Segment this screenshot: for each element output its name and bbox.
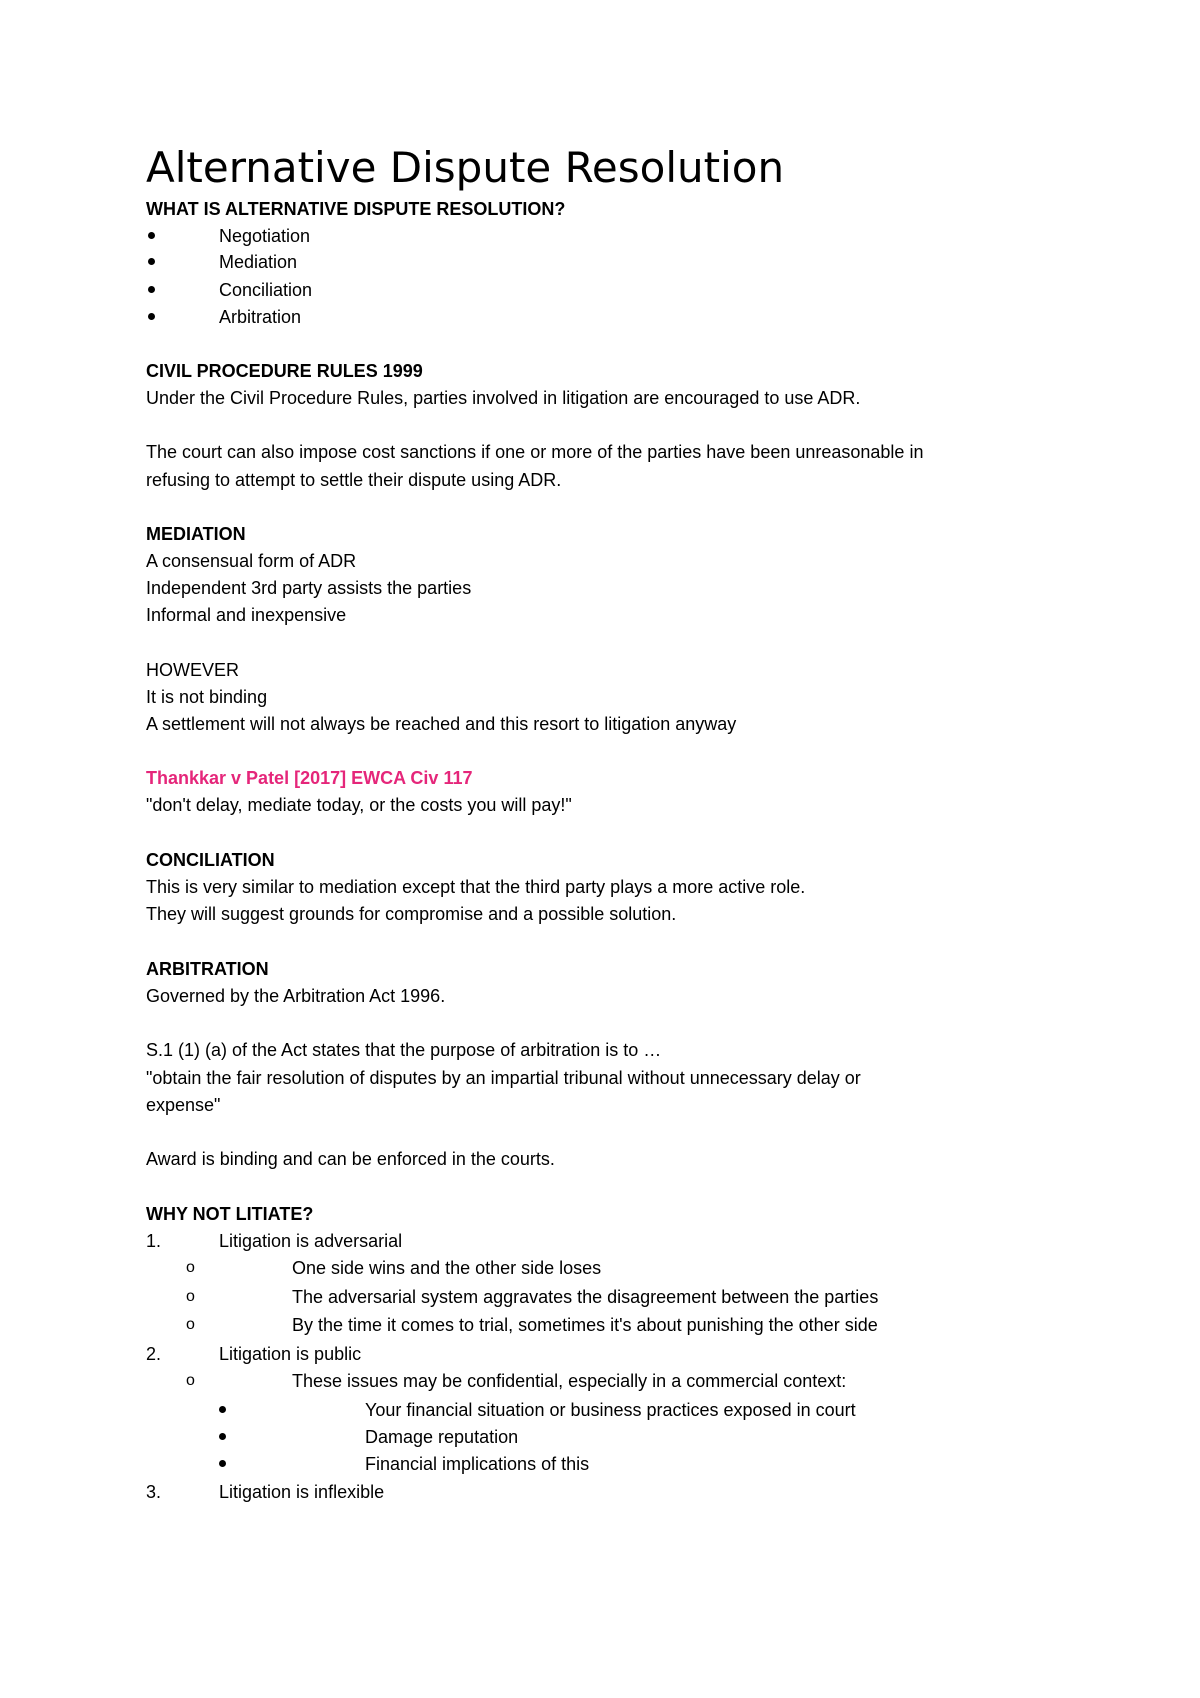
- paragraph: It is not binding: [146, 687, 268, 707]
- list-item: Litigation is public: [219, 1344, 362, 1364]
- sub-list-item: By the time it comes to trial, sometimes it's about punishing the other side: [292, 1315, 878, 1335]
- bullet-marker: [219, 1433, 226, 1440]
- list-item-arbitration: Arbitration: [219, 307, 302, 327]
- sub-list-item: These issues may be confidential, especially in a commercial context:: [292, 1371, 847, 1391]
- list-number: 2.: [146, 1344, 162, 1364]
- section-heading-what-is-adr: WHAT IS ALTERNATIVE DISPUTE RESOLUTION?: [146, 199, 566, 219]
- bullet-marker: [219, 1406, 226, 1413]
- sub-list-marker: o: [186, 1288, 195, 1305]
- case-quote: "don't delay, mediate today, or the costs you will pay!": [146, 795, 572, 815]
- section-heading-conciliation: CONCILIATION: [146, 850, 275, 870]
- paragraph: "obtain the fair resolution of disputes by an impartial tribunal without unnecessary delay or: [146, 1068, 861, 1088]
- subheading-however: HOWEVER: [146, 660, 240, 680]
- list-item: Litigation is inflexible: [219, 1482, 385, 1502]
- section-heading-arbitration: ARBITRATION: [146, 959, 269, 979]
- list-item-conciliation: Conciliation: [219, 280, 313, 300]
- page-title: Alternative Dispute Resolution: [146, 143, 785, 192]
- sub-list-item: The adversarial system aggravates the disagreement between the parties: [292, 1287, 879, 1307]
- paragraph: Independent 3rd party assists the parties: [146, 578, 472, 598]
- sub-sub-list-item: Financial implications of this: [365, 1454, 590, 1474]
- section-heading-cpr: CIVIL PROCEDURE RULES 1999: [146, 361, 423, 381]
- list-item-mediation: Mediation: [219, 252, 298, 272]
- bullet-marker: [148, 313, 155, 320]
- sub-list-item: One side wins and the other side loses: [292, 1258, 602, 1278]
- sub-list-marker: o: [186, 1316, 195, 1333]
- paragraph: Under the Civil Procedure Rules, parties involved in litigation are encouraged to use ADR.: [146, 388, 861, 408]
- paragraph: A consensual form of ADR: [146, 551, 357, 571]
- paragraph: Informal and inexpensive: [146, 605, 347, 625]
- case-citation: Thankkar v Patel [2017] EWCA Civ 117: [146, 768, 473, 788]
- paragraph: A settlement will not always be reached and this resort to litigation anyway: [146, 714, 737, 734]
- sub-list-marker: o: [186, 1372, 195, 1389]
- bullet-marker: [148, 258, 155, 265]
- paragraph: Award is binding and can be enforced in the courts.: [146, 1149, 555, 1169]
- list-number: 3.: [146, 1482, 162, 1502]
- paragraph: expense": [146, 1095, 221, 1115]
- sub-sub-list-item: Your financial situation or business practices exposed in court: [365, 1400, 856, 1420]
- bullet-marker: [148, 286, 155, 293]
- sub-sub-list-item: Damage reputation: [365, 1427, 519, 1447]
- paragraph: They will suggest grounds for compromise and a possible solution.: [146, 904, 677, 924]
- bullet-marker: [148, 232, 155, 239]
- paragraph: Governed by the Arbitration Act 1996.: [146, 986, 446, 1006]
- list-item-negotiation: Negotiation: [219, 226, 311, 246]
- paragraph: S.1 (1) (a) of the Act states that the purpose of arbitration is to …: [146, 1040, 662, 1060]
- list-item: Litigation is adversarial: [219, 1231, 403, 1251]
- paragraph: This is very similar to mediation except that the third party plays a more active role.: [146, 877, 806, 897]
- sub-list-marker: o: [186, 1259, 195, 1276]
- section-heading-mediation: MEDIATION: [146, 524, 246, 544]
- paragraph: refusing to attempt to settle their dispute using ADR.: [146, 470, 562, 490]
- paragraph: The court can also impose cost sanctions if one or more of the parties have been unreasonable in: [146, 442, 924, 462]
- list-number: 1.: [146, 1231, 162, 1251]
- section-heading-why-not-litigate: WHY NOT LITIATE?: [146, 1204, 314, 1224]
- bullet-marker: [219, 1460, 226, 1467]
